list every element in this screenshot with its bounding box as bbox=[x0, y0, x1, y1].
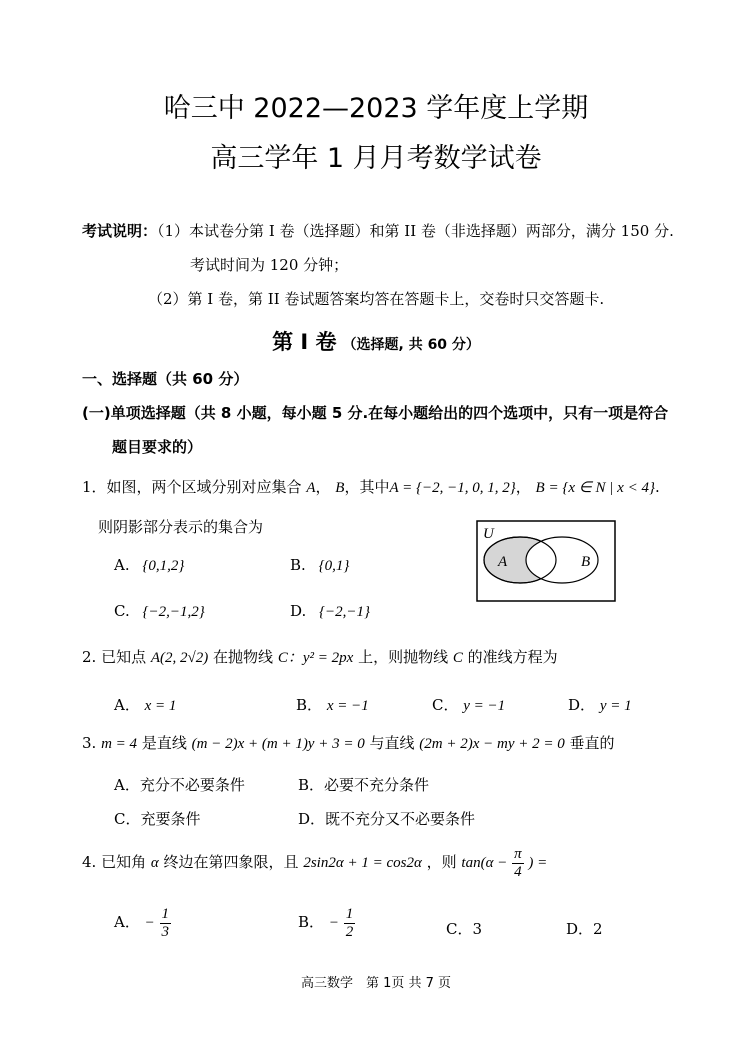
option-text: x = 1 bbox=[144, 698, 177, 714]
q1-stem-b: ，其中 bbox=[344, 478, 390, 496]
q1-set-b: B bbox=[335, 480, 345, 496]
q4-pi-over-four bbox=[512, 846, 524, 880]
q2-option-b[interactable] bbox=[296, 694, 369, 715]
option-label: C． bbox=[432, 696, 459, 714]
q2-stem-b: 在抛物线 bbox=[213, 648, 274, 666]
instructions-item1: （1）本试卷分第 I 卷（选择题）和第 II 卷（非选择题）两部分，满分 150 分. bbox=[157, 222, 674, 240]
section-one-title: 第 I 卷 bbox=[272, 330, 337, 354]
q4-stem bbox=[82, 846, 547, 880]
q2-stem-d: 的准线方程为 bbox=[467, 648, 558, 666]
option-fraction bbox=[160, 906, 172, 940]
venn-diagram bbox=[476, 520, 616, 602]
q1-end: . bbox=[654, 478, 660, 496]
option-text: {0,1,2} bbox=[142, 558, 185, 574]
q2-point: A(2, 2√2) bbox=[150, 650, 209, 666]
venn-label-b: B bbox=[581, 554, 591, 570]
q1-a-definition: A = {−2, −1, 0, 1, 2} bbox=[389, 480, 516, 496]
q3-line1: (m − 2)x + (m + 1)y + 3 = 0 bbox=[191, 736, 365, 752]
q4-stem-a: 4. 已知角 bbox=[82, 853, 147, 871]
option-text: 既不充分又不必要条件 bbox=[325, 810, 476, 828]
part-one-subheading: (一)单项选择题（共 8 小题，每小题 5 分.在每小题给出的四个选项中，只有一项是符合 bbox=[82, 404, 669, 422]
instructions-label: 考试说明： bbox=[82, 222, 158, 240]
q2-option-d[interactable] bbox=[568, 694, 632, 715]
fraction-numerator: π bbox=[514, 846, 522, 862]
q4-equation: 2sin2α + 1 = cos2α bbox=[303, 855, 422, 871]
part-one-heading: 一、选择题（共 60 分） bbox=[82, 370, 249, 388]
option-text: 充分不必要条件 bbox=[139, 776, 245, 794]
fraction-denominator: 2 bbox=[345, 923, 354, 940]
q3-option-b[interactable] bbox=[298, 774, 429, 795]
q4-option-c[interactable] bbox=[446, 918, 482, 939]
exam-title-line2: 高三学年 1 月月考数学试卷 bbox=[210, 143, 542, 174]
option-sign: − bbox=[144, 915, 155, 931]
q4-option-a[interactable] bbox=[114, 906, 171, 940]
option-text: x = −1 bbox=[326, 698, 369, 714]
option-label: D. bbox=[290, 602, 307, 620]
q4-tan-suffix: ) = bbox=[528, 855, 548, 871]
q1-option-d[interactable] bbox=[290, 602, 370, 621]
option-text: y = −1 bbox=[463, 698, 506, 714]
exam-title-line1: 哈三中 2022—2023 学年度上学期 bbox=[163, 93, 589, 124]
option-text: {−2,−1,2} bbox=[142, 604, 205, 620]
option-label: A. bbox=[114, 556, 130, 574]
venn-label-a: A bbox=[498, 554, 508, 570]
q2-option-c[interactable] bbox=[432, 694, 505, 715]
q1-stem-a: 1．如图，两个区域分别对应集合 bbox=[82, 478, 302, 496]
section-one-heading bbox=[0, 326, 752, 356]
q1-stem bbox=[82, 476, 660, 497]
option-text: {0,1} bbox=[318, 558, 350, 574]
q3-option-a[interactable] bbox=[114, 774, 245, 795]
q1-option-c[interactable] bbox=[114, 602, 205, 621]
option-label: C． bbox=[114, 810, 141, 828]
fraction-numerator: 1 bbox=[345, 906, 354, 922]
q2-option-a[interactable] bbox=[114, 694, 176, 715]
option-label: A． bbox=[114, 776, 140, 794]
option-text: 必要不充分条件 bbox=[324, 776, 430, 794]
q3-line2: (2m + 2)x − my + 2 = 0 bbox=[419, 736, 565, 752]
q3-stem-a: 3. bbox=[82, 734, 97, 752]
q4-stem-b: 终边在第四象限，且 bbox=[163, 853, 299, 871]
q2-curve: C：y² = 2px bbox=[277, 650, 354, 666]
option-label: A． bbox=[114, 696, 140, 714]
q1-set-a: A bbox=[306, 480, 316, 496]
option-label: B. bbox=[290, 556, 306, 574]
option-label: D． bbox=[566, 920, 594, 938]
option-label: C. bbox=[114, 602, 130, 620]
option-label: D． bbox=[298, 810, 326, 828]
venn-label-u: U bbox=[483, 526, 494, 542]
q4-alpha: α bbox=[150, 855, 159, 871]
q2-stem bbox=[82, 646, 558, 667]
option-label: B． bbox=[296, 696, 323, 714]
q4-stem-c: ，则 bbox=[426, 853, 457, 871]
fraction-denominator: 4 bbox=[514, 863, 522, 880]
instructions-item1-cont: 考试时间为 120 分钟； bbox=[190, 256, 349, 274]
option-text: 充要条件 bbox=[140, 810, 201, 828]
q2-curve-name: C bbox=[452, 650, 463, 666]
q2-stem-c: 上，则抛物线 bbox=[358, 648, 449, 666]
q1-b-definition: B = {x ∈ N | x < 4} bbox=[535, 480, 655, 496]
page-footer: 高三数学 第 1页 共 7 页 bbox=[300, 976, 452, 991]
option-label: C． bbox=[446, 920, 473, 938]
q2-stem-a: 2. 已知点 bbox=[82, 648, 147, 666]
q3-stem-d: 垂直的 bbox=[569, 734, 615, 752]
instructions-item2: （2）第 I 卷，第 II 卷试题答案均答在答题卡上，交卷时只交答题卡. bbox=[148, 290, 605, 308]
option-label: B． bbox=[298, 776, 325, 794]
q3-stem bbox=[82, 732, 615, 753]
q3-option-c[interactable] bbox=[114, 808, 201, 829]
q1-option-b[interactable] bbox=[290, 556, 349, 575]
q1-sep2: ， bbox=[515, 478, 531, 496]
q3-stem-c: 与直线 bbox=[369, 734, 415, 752]
option-text: y = 1 bbox=[599, 698, 632, 714]
option-fraction bbox=[344, 906, 356, 940]
section-one-subtitle: （选择题, 共 60 分） bbox=[342, 337, 480, 353]
option-text: {−2,−1} bbox=[319, 604, 371, 620]
q4-option-b[interactable] bbox=[298, 906, 355, 940]
option-text: 2 bbox=[593, 920, 603, 938]
option-sign: − bbox=[328, 915, 339, 931]
part-one-subheading-cont: 题目要求的） bbox=[112, 438, 203, 456]
fraction-denominator: 3 bbox=[161, 923, 170, 940]
q1-option-a[interactable] bbox=[114, 556, 184, 575]
option-label: A． bbox=[114, 913, 140, 931]
option-label: B． bbox=[298, 913, 325, 931]
instructions-line1 bbox=[82, 220, 674, 241]
q4-option-d[interactable] bbox=[566, 918, 603, 939]
option-text: 3 bbox=[472, 920, 483, 938]
fraction-numerator: 1 bbox=[161, 906, 170, 922]
q3-condition: m = 4 bbox=[101, 736, 138, 752]
q4-tan-prefix: tan(α − bbox=[461, 855, 508, 871]
q3-stem-b: 是直线 bbox=[141, 734, 187, 752]
q1-stem-c: 则阴影部分表示的集合为 bbox=[98, 518, 264, 536]
q3-option-d[interactable] bbox=[298, 808, 475, 829]
q1-sep: ， bbox=[315, 478, 331, 496]
option-label: D． bbox=[568, 696, 596, 714]
